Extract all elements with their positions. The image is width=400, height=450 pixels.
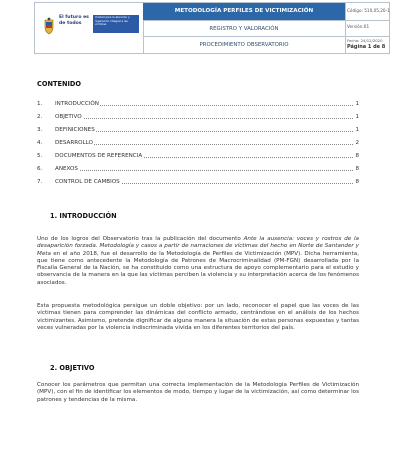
toc-leader <box>55 170 353 171</box>
document-date: Fecha: 24/12/2020 <box>347 38 383 43</box>
divider <box>345 20 389 21</box>
toc-leader <box>55 131 353 132</box>
toc-leader <box>55 118 353 119</box>
toc-number: 1. <box>37 101 43 107</box>
toc-page: 2 <box>355 140 359 146</box>
brand-subtitle: Unidad para la atención y reparación integral a las víctimas <box>93 15 139 33</box>
toc-title: INTRODUCCIÓN <box>55 101 99 107</box>
coat-of-arms-icon <box>43 17 55 35</box>
toc-title: CONTROL DE CAMBIOS <box>55 179 120 185</box>
section-heading-introduccion: 1. INTRODUCCIÓN <box>50 212 117 220</box>
logo-cell <box>35 3 144 53</box>
toc-title: ANEXOS <box>55 166 78 172</box>
toc-number: 2. <box>37 114 43 120</box>
objective-paragraph: Conocer los parámetros que permitan una correcta implementación de la Metodología Perfiles de Victimización (MPV), con el fin de identificar los elementos de modo, tiempo y lugar de la victimización, así como determinar los patrones y tendencias de la misma. <box>37 382 359 403</box>
toc-title: DOCUMENTOS DE REFERENCIA <box>55 153 143 159</box>
toc-page: 1 <box>355 127 359 133</box>
toc-number: 6. <box>37 166 43 172</box>
meta-cell <box>345 3 389 53</box>
toc-title: DEFINICIONES <box>55 127 95 133</box>
toc-heading: CONTENIDO <box>37 80 82 88</box>
document-version: Versión:01 <box>347 24 370 29</box>
toc-page: 1 <box>355 101 359 107</box>
toc-page: 8 <box>355 153 359 159</box>
toc-entry[interactable] <box>37 114 359 127</box>
divider <box>345 36 389 37</box>
toc-number: 4. <box>37 140 43 146</box>
document-header <box>34 2 390 54</box>
page-number: Página 1 de 8 <box>347 44 386 50</box>
toc-number: 3. <box>37 127 43 133</box>
document-title: METODOLOGÍA PERFILES DE VICTIMIZACIÓN <box>143 3 345 20</box>
toc-leader <box>55 144 353 145</box>
section-heading-objetivo: 2. OBJETIVO <box>50 364 95 372</box>
toc-entry[interactable] <box>37 179 359 192</box>
toc-number: 5. <box>37 153 43 159</box>
toc-title: DESARROLLO <box>55 140 93 146</box>
toc-page: 8 <box>355 166 359 172</box>
title-cell <box>143 3 346 53</box>
intro-paragraph-1: Uno de los logros del Observatorio tras la publicación del documento Ante la ausencia: voces y rostros de la desaparición forzada. Metodología y casos a partir de narraciones de víctimas del hecho en Norte de Santander y Meta en el año 2018, fue el desarrollo de la Metodología de Perfiles de Victimización (MPV). Dicha herramienta, que tiene como antecedente la Metodología de Patrones de Macrocriminalidad (PM-FGN) desarrollada por la Fiscalía General de la Nación, se ha constituido como una estructura de apoyo complementario para el estudio y observancia de la manera en la que las víctimas perciben la violencia y su interpretación acerca de los fenómenos asociados. <box>37 236 359 286</box>
intro-paragraph-2: Esta propuesta metodológica persigue un doble objetivo: por un lado, reconocer el papel que las voces de las víctimas tienen para comprender las dinámicas del conflicto armado, centrándose en el análisis de los hechos victimizantes. Asimismo, pretende dignificar de alguna manera la situación de estas personas expuestas y tantas veces vulneradas por la violencia indiscriminada vivida en los diferentes territorios del país. <box>37 303 359 331</box>
table-of-contents <box>37 101 359 192</box>
toc-number: 7. <box>37 179 43 185</box>
toc-page: 1 <box>355 114 359 120</box>
procedure-name: PROCEDIMIENTO OBSERVATORIO <box>143 36 345 53</box>
toc-entry[interactable] <box>37 101 359 114</box>
toc-entry[interactable] <box>37 153 359 166</box>
document-code: Código: 510,05,20-1 <box>347 8 390 13</box>
process-name: REGISTRO Y VALORACIÓN <box>143 20 345 37</box>
toc-entry[interactable] <box>37 127 359 140</box>
toc-entry[interactable] <box>37 166 359 179</box>
toc-entry[interactable] <box>37 140 359 153</box>
toc-title: OBJETIVO <box>55 114 82 120</box>
brand-text: El futuro es de todos <box>59 15 89 26</box>
toc-page: 8 <box>355 179 359 185</box>
